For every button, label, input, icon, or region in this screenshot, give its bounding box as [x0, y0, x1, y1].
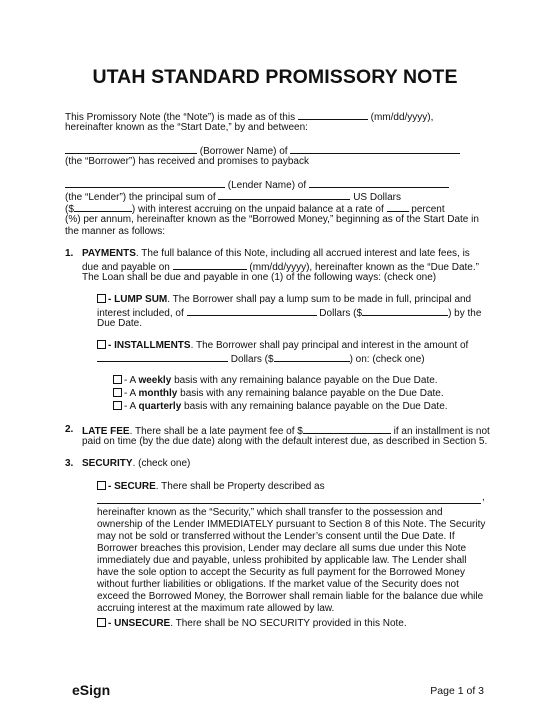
intro-line-2: hereinafter known as the “Start Date,” by and between: — [65, 122, 308, 133]
section-1-text: . The full balance of this Note, including all accrued interest and late fees, is — [135, 248, 470, 259]
option-quarterly — [113, 401, 448, 413]
document-title: UTAH STANDARD PROMISSORY NOTE — [92, 66, 458, 88]
lender-name-field[interactable] — [65, 178, 225, 188]
borrower-address-field[interactable] — [290, 144, 460, 154]
lump-sum-dollars-text: Dollars ($ — [319, 308, 363, 319]
lender-name-label: (Lender Name) of — [227, 180, 307, 191]
installment-amount-field[interactable] — [274, 352, 350, 362]
due-text: due and payable on — [82, 262, 170, 273]
percent-text: percent — [411, 204, 445, 215]
installments-heading: - INSTALLMENTS — [108, 340, 191, 351]
section-2-heading: LATE FEE — [82, 426, 130, 437]
unsecure-heading: - UNSECURE — [108, 618, 171, 629]
secure-checkbox[interactable] — [97, 481, 106, 490]
unsecure-text: . There shall be NO SECURITY provided in this Note. — [170, 618, 407, 629]
due-date-format: (mm/dd/yyyy), hereinafter known as the “Due Date.” — [249, 262, 479, 273]
principal-amount-field[interactable] — [74, 202, 132, 212]
monthly-label: monthly — [138, 388, 178, 399]
interest-rate-field[interactable] — [387, 202, 409, 212]
installment-words-field[interactable] — [97, 352, 228, 362]
intro-date-format: (mm/dd/yyyy), — [370, 112, 434, 123]
secure-body-line: Borrower breaches this provision, Lender may declare all sums due under this Note — [97, 543, 467, 554]
secure-body-line: without further liabilities or obligations. If the market value of the Security does not — [97, 579, 459, 590]
section-1-heading: PAYMENTS — [82, 248, 136, 259]
option-prefix: - A — [124, 375, 136, 386]
quarterly-checkbox[interactable] — [113, 401, 122, 410]
lump-sum-heading: - LUMP SUM — [108, 294, 168, 305]
unsecure-checkbox[interactable] — [97, 618, 106, 627]
lump-sum-checkbox[interactable] — [97, 294, 106, 303]
borrower-name-label: (Borrower Name) of — [199, 146, 288, 157]
secure-body-line: hereinafter known as the “Security,” which shall transfer to the possession and — [97, 507, 443, 518]
quarterly-label: quarterly — [138, 401, 182, 412]
option-weekly — [113, 375, 438, 387]
principal-words-field[interactable] — [218, 190, 350, 200]
secure-heading: - SECURE — [108, 481, 156, 492]
option-prefix: - A — [124, 388, 136, 399]
weekly-checkbox[interactable] — [113, 375, 122, 384]
interest-text: ) with interest accruing on the unpaid balance at a rate of — [131, 204, 384, 215]
dollar-sign: ($ — [65, 204, 74, 215]
intro-text: This Promissory Note (the “Note”) is made as of this — [65, 112, 296, 123]
monthly-checkbox[interactable] — [113, 388, 122, 397]
late-fee-tail: if an installment is not — [393, 426, 490, 437]
option-suffix: basis with any remaining balance payable on the Due Date. — [174, 375, 438, 386]
option-prefix: - A — [124, 401, 136, 412]
late-fee-field[interactable] — [303, 424, 391, 434]
lender-address-field[interactable] — [309, 178, 449, 188]
installments-line-1 — [97, 340, 468, 352]
lump-sum-line-1 — [97, 294, 471, 306]
section-2-line-2: paid on time (by the due date) along with the default interest due, as described in Section 5. — [82, 436, 488, 447]
lump-sum-line-2 — [97, 306, 481, 320]
option-suffix: basis with any remaining balance payable on the Due Date. — [184, 401, 448, 412]
installment-dollars-text: Dollars ($ — [230, 354, 274, 365]
secure-body-line: ownership of the Lender IMMEDIATELY pursuant to Section 8 of this Note. The Security — [97, 519, 486, 530]
installments-checkbox[interactable] — [97, 340, 106, 349]
option-suffix: basis with any remaining balance payable on the Due Date. — [180, 388, 444, 399]
lump-sum-text: . The Borrower shall pay a lump sum to be made in full, principal and — [167, 294, 472, 305]
secure-text: . There shall be Property described as — [155, 481, 325, 492]
section-1-number: 1. — [65, 248, 74, 259]
section-2-number: 2. — [65, 424, 74, 435]
secure-body-line: immediately due and payable, unless prohibited by applicable law. The Lender shall — [97, 555, 467, 566]
secure-line-1 — [97, 481, 325, 493]
lender-line-4: (%) per annum, hereinafter known as the “Borrowed Money,” beginning as of the Start Date in — [65, 214, 479, 225]
secure-body-line: exceed the Borrowed Money, the Borrower shall remain liable for the balance due while — [97, 591, 484, 602]
section-3-line-1 — [82, 458, 190, 470]
section-3-number: 3. — [65, 458, 74, 469]
installment-on-text: ) on: (check one) — [349, 354, 425, 365]
borrower-name-field[interactable] — [65, 144, 197, 154]
section-1-line-3: The Loan shall be due and payable in one (1) of the following ways: (check one) — [82, 272, 437, 283]
lump-sum-amount-field[interactable] — [362, 306, 448, 316]
installments-line-2 — [97, 352, 425, 366]
late-fee-text: . There shall be a late payment fee of $ — [129, 426, 303, 437]
lump-sum-interest-text: interest included, of — [97, 308, 184, 319]
start-date-field[interactable] — [298, 110, 368, 120]
unsecure-line — [97, 618, 407, 630]
lender-line-5: the manner as follows: — [65, 226, 166, 237]
esign-logo: eSign — [72, 682, 111, 698]
secure-body-line: accruing interest at the maximum rate allowed by law. — [97, 603, 335, 614]
section-1-line-1 — [82, 248, 470, 260]
principal-text: (the “Lender”) the principal sum of — [65, 192, 216, 203]
security-comma: , — [482, 492, 485, 503]
lump-sum-line-3: Due Date. — [97, 318, 143, 329]
page-number: Page 1 of 3 — [430, 685, 484, 697]
due-date-field[interactable] — [173, 260, 247, 270]
section-3-text: . (check one) — [132, 458, 191, 469]
us-dollars-text: US Dollars — [353, 192, 401, 203]
borrower-line-2: (the “Borrower”) has received and promises to payback — [65, 156, 309, 167]
section-3-heading: SECURITY — [82, 458, 133, 469]
lump-sum-words-field[interactable] — [187, 306, 317, 316]
secure-body-line: may not be sold or transferred without the Lender’s consent until the Due Date. If — [97, 531, 455, 542]
lump-sum-by-text: ) by the — [448, 308, 482, 319]
installments-text: . The Borrower shall pay principal and interest in the amount of — [190, 340, 469, 351]
option-monthly — [113, 388, 444, 400]
secure-body-line: have the sole option to accept the Security as full payment for the Borrowed Money — [97, 567, 465, 578]
security-description-field[interactable] — [97, 503, 481, 504]
weekly-label: weekly — [138, 375, 172, 386]
